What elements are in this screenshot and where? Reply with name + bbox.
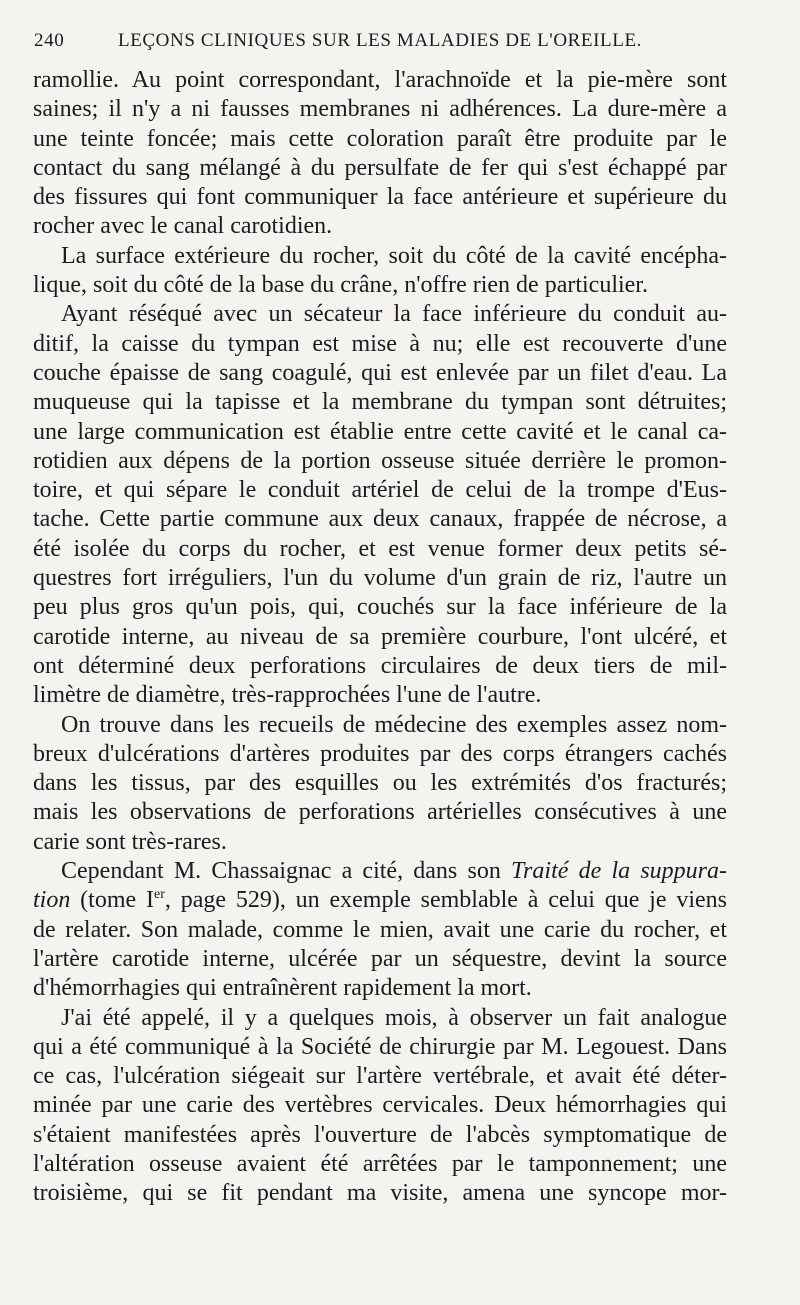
text-line: qui a été communiqué à la Société de chirurgie par M. Legouest. Dans (33, 1033, 727, 1060)
text-line: questres fort irréguliers, l'un du volume d'un grain de riz, l'autre un (33, 565, 727, 592)
text-line: une teinte foncée; mais cette coloration paraît être produite par le (33, 125, 727, 152)
paragraph-first-line: J'ai été appelé, il y a quelques mois, à observer un fait analogue (61, 1004, 727, 1031)
text-segment: Cependant M. Chassaignac a cité, dans son (61, 858, 512, 885)
text-line: ce cas, l'ulcération siégeait sur l'artère vertébrale, et avait été déter- (33, 1063, 727, 1090)
text-line: été isolée du corps du rocher, et est venue former deux petits sé- (33, 535, 727, 562)
text-line: rotidien aux dépens de la portion osseuse située derrière le promon- (33, 447, 727, 474)
text-line: troisième, qui se fit pendant ma visite, amena une syncope mor- (33, 1180, 727, 1207)
running-header (34, 30, 774, 62)
superscript: er (153, 887, 165, 903)
page-number: 240 (34, 30, 65, 51)
text-line (33, 886, 727, 915)
text-line: saines; il n'y a ni fausses membranes ni adhérences. La dure-mère a (33, 96, 727, 123)
text-line: mais les observations de perforations artérielles consécutives à une (33, 799, 727, 826)
text-line: d'hémorrhagies qui entraînèrent rapidement la mort. (33, 975, 532, 1002)
text-line: ont déterminé deux perforations circulaires de deux tiers de mil- (33, 652, 727, 679)
running-title: LEÇONS CLINIQUES SUR LES MALADIES DE L'OREILLE. (118, 30, 643, 51)
text-segment: , page 529), un exemple semblable à celui que je viens (164, 887, 727, 914)
text-line: l'altération osseuse avaient été arrêtées par le tamponnement; une (33, 1150, 727, 1177)
body-text (33, 66, 727, 1209)
text-line: couche épaisse de sang coagulé, qui est enlevée par un filet d'eau. La (33, 359, 727, 386)
paragraph-first-line: On trouve dans les recueils de médecine des exemples assez nom- (61, 711, 727, 738)
text-line: tache. Cette partie commune aux deux canaux, frappée de nécrose, a (33, 506, 727, 533)
text-line: toire, et qui sépare le conduit artériel de celui de la trompe d'Eus- (33, 477, 727, 504)
text-line: peu plus gros qu'un pois, qui, couchés sur la face inférieure de la (33, 594, 727, 621)
italic-title: tion (33, 887, 71, 914)
text-line: l'artère carotide interne, ulcérée par un séquestre, devint la source (33, 945, 727, 972)
text-line: une large communication est établie entre cette cavité et le canal ca- (33, 418, 727, 445)
text-line: minée par une carie des vertèbres cervicales. Deux hémorrhagies qui (33, 1092, 727, 1119)
paragraph-first-line: La surface extérieure du rocher, soit du côté de la cavité encépha- (61, 242, 727, 269)
paragraph-first-line: Ayant réséqué avec un sécateur la face inférieure du conduit au- (61, 301, 727, 328)
text-line: de relater. Son malade, comme le mien, avait une carie du rocher, et (33, 916, 727, 943)
text-line: lique, soit du côté de la base du crâne, n'offre rien de particulier. (33, 272, 648, 299)
text-line: ramollie. Au point correspondant, l'arachnoïde et la pie-mère sont (33, 67, 727, 93)
text-line: limètre de diamètre, très-rapprochées l'une de l'autre. (33, 682, 542, 709)
text-line: muqueuse qui la tapisse et la membrane du tympan sont détruites; (33, 389, 727, 416)
text-segment: (tome I (70, 887, 154, 914)
italic-title: Traité de la suppura- (511, 858, 727, 885)
text-line: des fissures qui font communiquer la face antérieure et supérieure du (33, 184, 727, 211)
text-line: ditif, la caisse du tympan est mise à nu; elle est recouverte d'une (33, 330, 727, 357)
paragraph-first-line (33, 857, 727, 886)
text-line: carotide interne, au niveau de sa première courbure, l'ont ulcéré, et (33, 623, 727, 650)
text-line: rocher avec le canal carotidien. (33, 213, 333, 240)
text-line: contact du sang mélangé à du persulfate de fer qui s'est échappé par (33, 154, 727, 181)
text-line: dans les tissus, par des esquilles ou les extrémités d'os fracturés; (33, 770, 727, 797)
text-line: carie sont très-rares. (33, 828, 227, 855)
text-line: breux d'ulcérations d'artères produites par des corps étrangers cachés (33, 740, 727, 767)
text-line: s'étaient manifestées après l'ouverture de l'abcès symptomatique de (33, 1121, 727, 1148)
